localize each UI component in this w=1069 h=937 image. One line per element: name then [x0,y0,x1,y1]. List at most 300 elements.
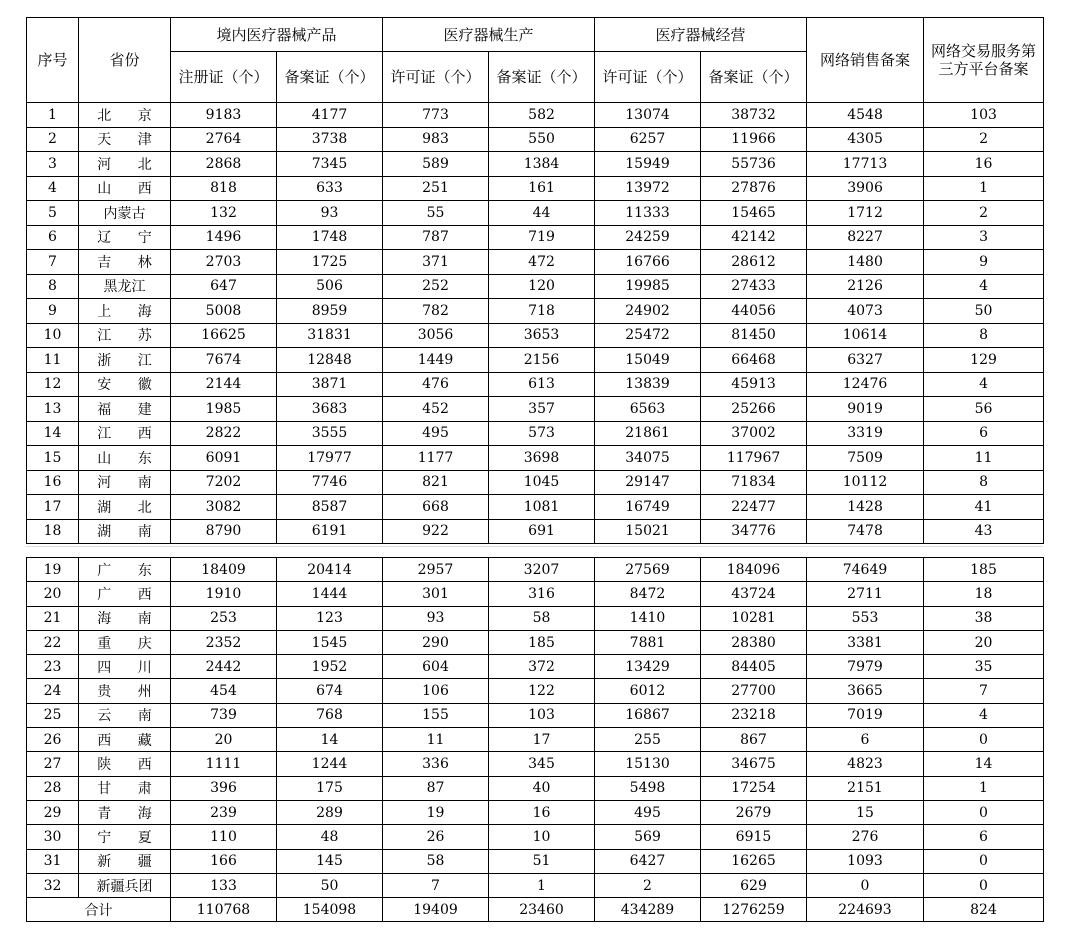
row-seq-cell: 30 [27,825,79,849]
row-value-cell: 27700 [701,679,807,703]
row-province-cell: 海 南 [79,606,171,630]
row-value-cell: 133 [171,873,277,897]
row-value-cell: 1545 [277,630,383,654]
row-value-cell: 3 [924,225,1044,250]
row-seq-cell: 12 [27,372,79,397]
row-value-cell: 818 [171,176,277,201]
row-value-cell: 2151 [807,776,924,800]
row-value-cell: 12476 [807,372,924,397]
row-seq-cell: 16 [27,470,79,495]
row-value-cell: 19 [383,800,489,824]
header-production: 医疗器械生产 [383,18,595,52]
row-value-cell: 3207 [489,558,595,582]
row-value-cell: 0 [807,873,924,897]
row-value-cell: 2703 [171,250,277,275]
row-value-cell: 11 [924,446,1044,471]
row-value-cell: 4823 [807,752,924,776]
row-value-cell: 16265 [701,849,807,873]
row-value-cell: 10112 [807,470,924,495]
row-value-cell: 6191 [277,519,383,544]
row-value-cell: 371 [383,250,489,275]
row-province-cell: 四 川 [79,655,171,679]
row-value-cell: 11 [383,728,489,752]
row-value-cell: 3653 [489,323,595,348]
row-value-cell: 27569 [595,558,701,582]
row-seq-cell: 20 [27,582,79,606]
row-value-cell: 8472 [595,582,701,606]
row-value-cell: 20 [171,728,277,752]
table-row [27,372,1044,397]
row-value-cell: 3555 [277,421,383,446]
row-value-cell: 452 [383,397,489,422]
row-value-cell: 7881 [595,630,701,654]
row-value-cell: 1093 [807,849,924,873]
table-row [27,103,1044,128]
row-province-cell: 云 南 [79,703,171,727]
table-row [27,655,1044,679]
table-body-part2 [27,558,1044,898]
row-seq-cell: 10 [27,323,79,348]
row-value-cell: 1 [489,873,595,897]
row-value-cell: 15949 [595,152,701,177]
row-value-cell: 1244 [277,752,383,776]
row-value-cell: 22477 [701,495,807,520]
row-value-cell: 301 [383,582,489,606]
row-seq-cell: 1 [27,103,79,128]
row-value-cell: 4073 [807,299,924,324]
row-value-cell: 24902 [595,299,701,324]
table-row [27,873,1044,897]
row-value-cell: 24259 [595,225,701,250]
row-value-cell: 553 [807,606,924,630]
table-row [27,127,1044,152]
row-value-cell: 42142 [701,225,807,250]
row-province-cell: 湖 北 [79,495,171,520]
table-row [27,176,1044,201]
row-value-cell: 129 [924,348,1044,373]
row-value-cell: 25266 [701,397,807,422]
row-province-cell: 上 海 [79,299,171,324]
row-value-cell: 691 [489,519,595,544]
row-value-cell: 27876 [701,176,807,201]
row-value-cell: 26 [383,825,489,849]
row-value-cell: 17713 [807,152,924,177]
table-row [27,606,1044,630]
row-value-cell: 81450 [701,323,807,348]
row-value-cell: 175 [277,776,383,800]
row-value-cell: 1410 [595,606,701,630]
row-value-cell: 11966 [701,127,807,152]
total-label: 合计 [27,898,171,922]
row-value-cell: 372 [489,655,595,679]
row-value-cell: 185 [924,558,1044,582]
row-value-cell: 0 [924,849,1044,873]
table-row [27,470,1044,495]
row-value-cell: 3698 [489,446,595,471]
row-value-cell: 34075 [595,446,701,471]
row-seq-cell: 9 [27,299,79,324]
row-value-cell: 1748 [277,225,383,250]
header-seq: 序号 [27,18,79,103]
row-value-cell: 7979 [807,655,924,679]
row-province-cell: 广 西 [79,582,171,606]
row-value-cell: 2957 [383,558,489,582]
row-seq-cell: 25 [27,703,79,727]
row-value-cell: 1 [924,776,1044,800]
row-seq-cell: 13 [27,397,79,422]
row-value-cell: 166 [171,849,277,873]
row-value-cell: 84405 [701,655,807,679]
row-province-cell: 甘 肃 [79,776,171,800]
table-row [27,397,1044,422]
row-value-cell: 17254 [701,776,807,800]
row-value-cell: 357 [489,397,595,422]
row-province-cell: 山 西 [79,176,171,201]
table-row [27,274,1044,299]
row-value-cell: 58 [383,849,489,873]
row-province-cell: 山 东 [79,446,171,471]
row-province-cell: 重 庆 [79,630,171,654]
row-value-cell: 51 [489,849,595,873]
row-value-cell: 55 [383,201,489,226]
row-value-cell: 38 [924,606,1044,630]
row-value-cell: 8790 [171,519,277,544]
table-row [27,776,1044,800]
row-seq-cell: 32 [27,873,79,897]
total-cell: 110768 [171,898,277,922]
row-value-cell: 3683 [277,397,383,422]
row-value-cell: 345 [489,752,595,776]
row-value-cell: 93 [383,606,489,630]
row-value-cell: 13074 [595,103,701,128]
row-value-cell: 6 [924,421,1044,446]
row-value-cell: 184096 [701,558,807,582]
row-value-cell: 13972 [595,176,701,201]
row-value-cell: 633 [277,176,383,201]
table-row [27,582,1044,606]
row-value-cell: 604 [383,655,489,679]
row-value-cell: 2822 [171,421,277,446]
row-value-cell: 495 [595,800,701,824]
row-seq-cell: 15 [27,446,79,471]
row-seq-cell: 18 [27,519,79,544]
row-value-cell: 6327 [807,348,924,373]
row-value-cell: 773 [383,103,489,128]
row-seq-cell: 14 [27,421,79,446]
row-value-cell: 3906 [807,176,924,201]
row-value-cell: 43 [924,519,1044,544]
row-value-cell: 15465 [701,201,807,226]
total-cell: 824 [924,898,1044,922]
row-seq-cell: 7 [27,250,79,275]
row-value-cell: 3056 [383,323,489,348]
row-value-cell: 252 [383,274,489,299]
row-value-cell: 4548 [807,103,924,128]
row-value-cell: 10614 [807,323,924,348]
row-value-cell: 7345 [277,152,383,177]
row-value-cell: 6915 [701,825,807,849]
row-value-cell: 6012 [595,679,701,703]
row-value-cell: 7019 [807,703,924,727]
header-domestic-products: 境内医疗器械产品 [171,18,383,52]
row-value-cell: 396 [171,776,277,800]
row-value-cell: 0 [924,873,1044,897]
row-value-cell: 739 [171,703,277,727]
row-seq-cell: 27 [27,752,79,776]
header-province: 省份 [79,18,171,103]
row-value-cell: 55736 [701,152,807,177]
row-value-cell: 1952 [277,655,383,679]
row-value-cell: 7 [924,679,1044,703]
table-row [27,323,1044,348]
table-row [27,679,1044,703]
row-value-cell: 48 [277,825,383,849]
header-filing-cert: 备案证（个） [277,52,383,103]
row-value-cell: 718 [489,299,595,324]
row-province-cell: 新疆兵团 [79,873,171,897]
row-value-cell: 44056 [701,299,807,324]
table-row [27,752,1044,776]
row-value-cell: 2442 [171,655,277,679]
row-value-cell: 27433 [701,274,807,299]
table-row [27,299,1044,324]
row-value-cell: 8227 [807,225,924,250]
row-value-cell: 4305 [807,127,924,152]
row-value-cell: 14 [924,752,1044,776]
header-third-party-platform: 网络交易服务第三方平台备案 [924,18,1044,103]
row-value-cell: 2711 [807,582,924,606]
row-value-cell: 10281 [701,606,807,630]
table-row [27,152,1044,177]
row-value-cell: 719 [489,225,595,250]
row-value-cell: 41 [924,495,1044,520]
row-value-cell: 15049 [595,348,701,373]
row-seq-cell: 3 [27,152,79,177]
row-value-cell: 582 [489,103,595,128]
row-value-cell: 6 [807,728,924,752]
row-seq-cell: 24 [27,679,79,703]
row-value-cell: 316 [489,582,595,606]
row-value-cell: 668 [383,495,489,520]
row-value-cell: 276 [807,825,924,849]
row-province-cell: 安 徽 [79,372,171,397]
row-province-cell: 新 疆 [79,849,171,873]
row-seq-cell: 19 [27,558,79,582]
row-value-cell: 336 [383,752,489,776]
row-value-cell: 1 [924,176,1044,201]
row-value-cell: 40 [489,776,595,800]
row-value-cell: 93 [277,201,383,226]
row-value-cell: 1985 [171,397,277,422]
row-value-cell: 38732 [701,103,807,128]
row-seq-cell: 22 [27,630,79,654]
row-value-cell: 0 [924,728,1044,752]
row-value-cell: 15 [807,800,924,824]
row-value-cell: 110 [171,825,277,849]
row-value-cell: 7674 [171,348,277,373]
row-value-cell: 2679 [701,800,807,824]
row-value-cell: 787 [383,225,489,250]
row-value-cell: 2126 [807,274,924,299]
row-value-cell: 16625 [171,323,277,348]
row-value-cell: 255 [595,728,701,752]
row-province-cell: 内蒙古 [79,201,171,226]
row-value-cell: 8587 [277,495,383,520]
row-value-cell: 1384 [489,152,595,177]
row-value-cell: 117967 [701,446,807,471]
table-row [27,446,1044,471]
row-value-cell: 782 [383,299,489,324]
row-value-cell: 103 [924,103,1044,128]
row-seq-cell: 26 [27,728,79,752]
row-value-cell: 454 [171,679,277,703]
row-value-cell: 239 [171,800,277,824]
total-cell: 19409 [383,898,489,922]
row-value-cell: 253 [171,606,277,630]
row-seq-cell: 31 [27,849,79,873]
row-value-cell: 251 [383,176,489,201]
row-seq-cell: 17 [27,495,79,520]
row-value-cell: 589 [383,152,489,177]
row-value-cell: 145 [277,849,383,873]
row-value-cell: 16 [924,152,1044,177]
header-online-sales: 网络销售备案 [807,18,924,103]
row-value-cell: 45913 [701,372,807,397]
total-cell: 434289 [595,898,701,922]
row-seq-cell: 29 [27,800,79,824]
row-value-cell: 2 [595,873,701,897]
row-value-cell: 16766 [595,250,701,275]
row-value-cell: 34776 [701,519,807,544]
header-operation-filing: 备案证（个） [701,52,807,103]
row-value-cell: 25472 [595,323,701,348]
row-value-cell: 983 [383,127,489,152]
row-province-cell: 广 东 [79,558,171,582]
row-seq-cell: 4 [27,176,79,201]
row-value-cell: 9 [924,250,1044,275]
row-value-cell: 8 [924,470,1044,495]
row-value-cell: 4 [924,703,1044,727]
row-value-cell: 2868 [171,152,277,177]
row-value-cell: 34675 [701,752,807,776]
row-value-cell: 6091 [171,446,277,471]
row-value-cell: 1444 [277,582,383,606]
row-value-cell: 3738 [277,127,383,152]
row-value-cell: 1428 [807,495,924,520]
row-value-cell: 1496 [171,225,277,250]
table-row [27,201,1044,226]
row-value-cell: 5008 [171,299,277,324]
row-value-cell: 2156 [489,348,595,373]
row-seq-cell: 11 [27,348,79,373]
row-value-cell: 10 [489,825,595,849]
row-value-cell: 768 [277,703,383,727]
row-value-cell: 18409 [171,558,277,582]
row-province-cell: 贵 州 [79,679,171,703]
row-value-cell: 9019 [807,397,924,422]
row-province-cell: 青 海 [79,800,171,824]
row-value-cell: 71834 [701,470,807,495]
row-value-cell: 122 [489,679,595,703]
row-value-cell: 9183 [171,103,277,128]
total-cell: 154098 [277,898,383,922]
row-value-cell: 6563 [595,397,701,422]
row-value-cell: 821 [383,470,489,495]
row-value-cell: 7509 [807,446,924,471]
table-row [27,495,1044,520]
row-value-cell: 87 [383,776,489,800]
row-value-cell: 550 [489,127,595,152]
header-operation: 医疗器械经营 [595,18,807,52]
row-province-cell: 天 津 [79,127,171,152]
header-operation-license: 许可证（个） [595,52,701,103]
row-province-cell: 北 京 [79,103,171,128]
row-value-cell: 11333 [595,201,701,226]
row-value-cell: 132 [171,201,277,226]
row-value-cell: 15021 [595,519,701,544]
row-province-cell: 宁 夏 [79,825,171,849]
row-value-cell: 2144 [171,372,277,397]
row-value-cell: 106 [383,679,489,703]
row-value-cell: 7 [383,873,489,897]
row-value-cell: 50 [277,873,383,897]
table-row [27,703,1044,727]
row-value-cell: 4 [924,274,1044,299]
row-value-cell: 6427 [595,849,701,873]
row-value-cell: 1081 [489,495,595,520]
row-value-cell: 12848 [277,348,383,373]
row-value-cell: 3319 [807,421,924,446]
row-province-cell: 河 北 [79,152,171,177]
row-value-cell: 37002 [701,421,807,446]
row-value-cell: 21861 [595,421,701,446]
row-value-cell: 0 [924,800,1044,824]
row-value-cell: 28380 [701,630,807,654]
row-value-cell: 8959 [277,299,383,324]
row-province-cell: 江 苏 [79,323,171,348]
row-value-cell: 569 [595,825,701,849]
row-value-cell: 1725 [277,250,383,275]
row-value-cell: 29147 [595,470,701,495]
row-seq-cell: 21 [27,606,79,630]
row-value-cell: 922 [383,519,489,544]
table-body-part1 [27,103,1044,544]
row-value-cell: 50 [924,299,1044,324]
table-row [27,348,1044,373]
row-province-cell: 河 南 [79,470,171,495]
row-value-cell: 1712 [807,201,924,226]
table-row [27,225,1044,250]
row-value-cell: 472 [489,250,595,275]
row-value-cell: 7202 [171,470,277,495]
row-province-cell: 吉 林 [79,250,171,275]
row-seq-cell: 5 [27,201,79,226]
row-value-cell: 7746 [277,470,383,495]
row-seq-cell: 8 [27,274,79,299]
row-value-cell: 3082 [171,495,277,520]
row-value-cell: 8 [924,323,1044,348]
table-row [27,421,1044,446]
row-value-cell: 23218 [701,703,807,727]
row-province-cell: 黑龙江 [79,274,171,299]
total-cell: 23460 [489,898,595,922]
row-province-cell: 辽 宁 [79,225,171,250]
row-value-cell: 28612 [701,250,807,275]
row-value-cell: 2764 [171,127,277,152]
row-province-cell: 浙 江 [79,348,171,373]
row-seq-cell: 2 [27,127,79,152]
row-value-cell: 1111 [171,752,277,776]
